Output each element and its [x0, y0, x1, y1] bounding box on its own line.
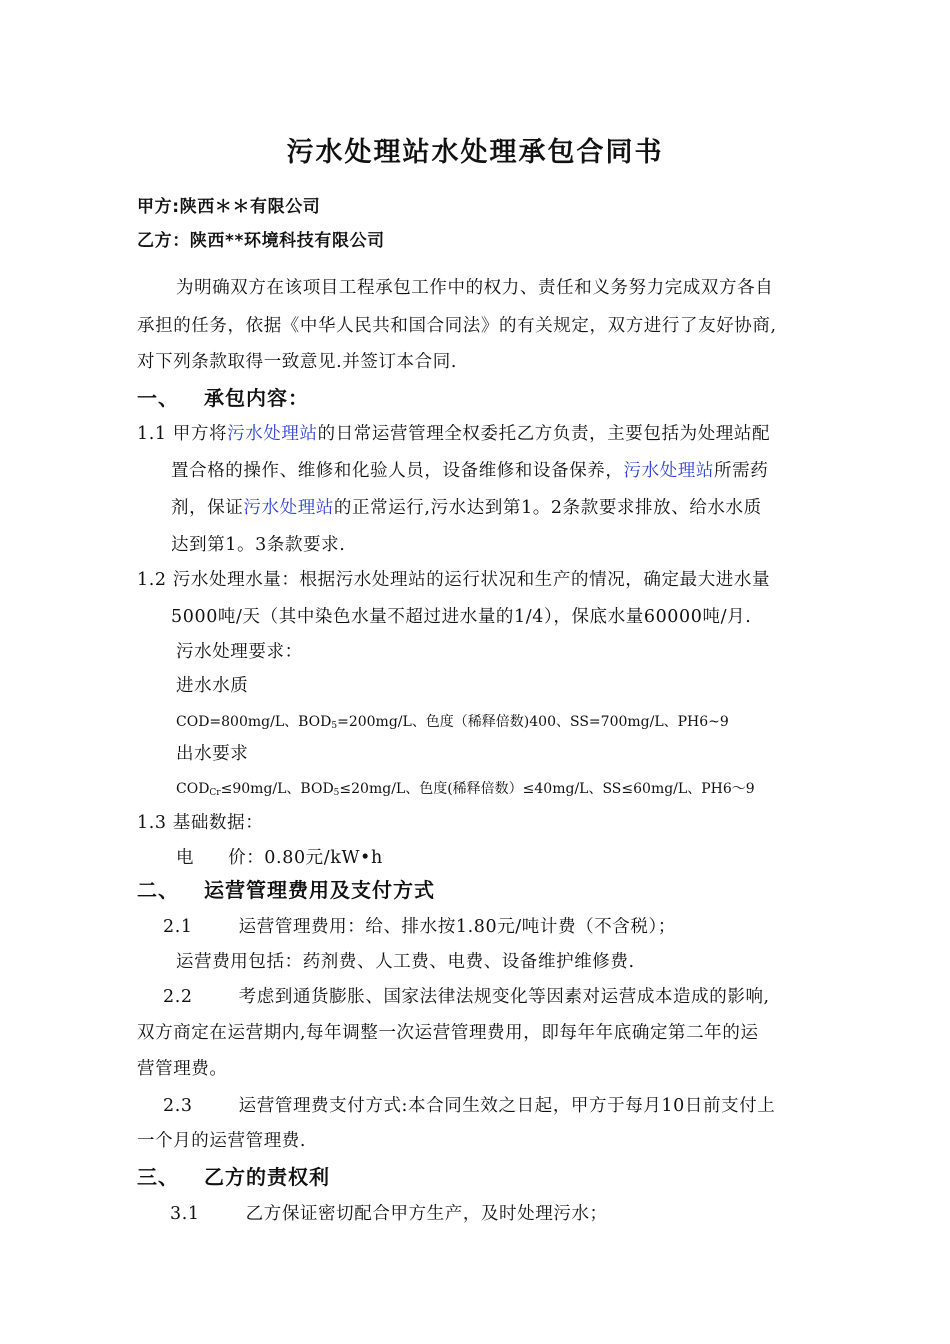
clause-text: 的日常运营管理全权委托乙方负责，主要包括为处理站配	[317, 424, 771, 444]
clause-2-3-line-1	[163, 1094, 775, 1118]
clause-text: 的正常运行,污水达到第1。2条款要求排放、给水水质	[333, 498, 762, 518]
clause-number: 3.1	[170, 1204, 200, 1224]
section-2-title: 运营管理费用及支付方式	[204, 878, 435, 902]
subscript: 5	[333, 788, 340, 798]
intro-line-3: 对下列条款取得一致意见.并签订本合同.	[137, 352, 458, 372]
outflow-req-values	[176, 777, 755, 805]
section-1-title: 承包内容：	[204, 386, 309, 410]
section-3-number: 三、	[137, 1165, 179, 1189]
outflow-req-label: 出水要求	[176, 744, 249, 764]
intro-line-2: 承担的任务，依据《中华人民共和国合同法》的有关规定，双方进行了友好协商,	[137, 316, 777, 336]
inflow-text: COD=800mg/L、BOD	[176, 714, 332, 730]
section-2-number: 二、	[137, 878, 179, 902]
link-sewage-station[interactable]: 污水处理站	[227, 424, 318, 444]
clause-number: 2.2	[163, 987, 193, 1007]
inflow-quality-values	[176, 710, 729, 738]
clause-text: 乙方保证密切配合甲方生产，及时处理污水；	[245, 1204, 608, 1224]
page-title: 污水处理站水处理承包合同书	[286, 137, 664, 168]
outflow-text: ≤20mg/L、色度(稀释倍数）≤40mg/L、SS≤60mg/L、PH6～9	[339, 781, 755, 797]
clause-2-2-line-1	[163, 985, 770, 1009]
subscript: Cr	[209, 788, 221, 798]
inflow-quality-label: 进水水质	[176, 676, 249, 696]
intro-line-1: 为明确双方在该项目工程承包工作中的权力、责任和义务努力完成双方各自	[176, 278, 774, 298]
section-1-heading	[137, 386, 309, 410]
clause-2-2-line-3: 营管理费。	[137, 1059, 228, 1079]
section-3-title: 乙方的责权利	[204, 1165, 330, 1189]
clause-number: 2.3	[163, 1096, 193, 1116]
clause-1-1-line-3	[171, 496, 762, 520]
party-b: 乙方：陕西**环境科技有限公司	[137, 231, 385, 251]
clause-3-1-line-1	[170, 1202, 608, 1226]
clause-1-1-line-2	[171, 459, 768, 483]
clause-1-1-line-1	[137, 422, 770, 446]
clause-1-2-line-2: 5000吨/天（其中染色水量不超过进水量的1/4），保底水量60000吨/月.	[171, 607, 752, 627]
clause-text: 置合格的操作、维修和化验人员，设备维修和设备保养，	[171, 461, 624, 481]
electricity-value: 价：0.80元/kW•h	[228, 848, 383, 868]
clause-1-2-line-1: 1.2 污水处理水量：根据污水处理站的运行状况和生产的情况，确定最大进水量	[137, 570, 771, 590]
clause-text: 运营管理费用：给、排水按1.80元/吨计费（不含税）；	[238, 917, 676, 937]
clause-text: 运营管理费支付方式:本合同生效之日起，甲方于每月10日前支付上	[238, 1096, 776, 1116]
clause-1-3-line-1: 1.3 基础数据：	[137, 813, 264, 833]
party-a: 甲方:陕西＊＊有限公司	[137, 197, 321, 217]
clause-number: 2.1	[163, 917, 193, 937]
subscript: 5	[331, 721, 338, 731]
clause-text: 考虑到通货膨胀、国家法律法规变化等因素对运营成本造成的影响,	[238, 987, 770, 1007]
clause-2-1-line-2: 运营费用包括：药剂费、人工费、电费、设备维护维修费.	[176, 952, 635, 972]
inflow-text: =200mg/L、色度（稀释倍数)400、SS=700mg/L、PH6~9	[337, 714, 729, 730]
outflow-text: COD	[176, 781, 210, 797]
outflow-text: ≤90mg/L、BOD	[220, 781, 334, 797]
treatment-req-label: 污水处理要求：	[176, 642, 303, 662]
clause-text: 1.1 甲方将	[137, 424, 228, 444]
link-sewage-station[interactable]: 污水处理站	[623, 461, 714, 481]
clause-1-1-line-4: 达到第1。3条款要求.	[171, 535, 346, 555]
link-sewage-station[interactable]: 污水处理站	[243, 498, 334, 518]
clause-2-3-line-2: 一个月的运营管理费.	[137, 1131, 307, 1151]
section-1-number: 一、	[137, 386, 179, 410]
clause-2-2-line-2: 双方商定在运营期内,每年调整一次运营管理费用，即每年年底确定第二年的运	[137, 1023, 759, 1043]
clause-text: 所需药	[714, 461, 769, 481]
clause-text: 剂，保证	[171, 498, 244, 518]
section-2-heading	[137, 878, 435, 902]
section-3-heading	[137, 1165, 330, 1189]
electricity-price	[176, 846, 383, 870]
clause-2-1-line-1	[163, 915, 676, 939]
electricity-label: 电	[176, 848, 195, 868]
